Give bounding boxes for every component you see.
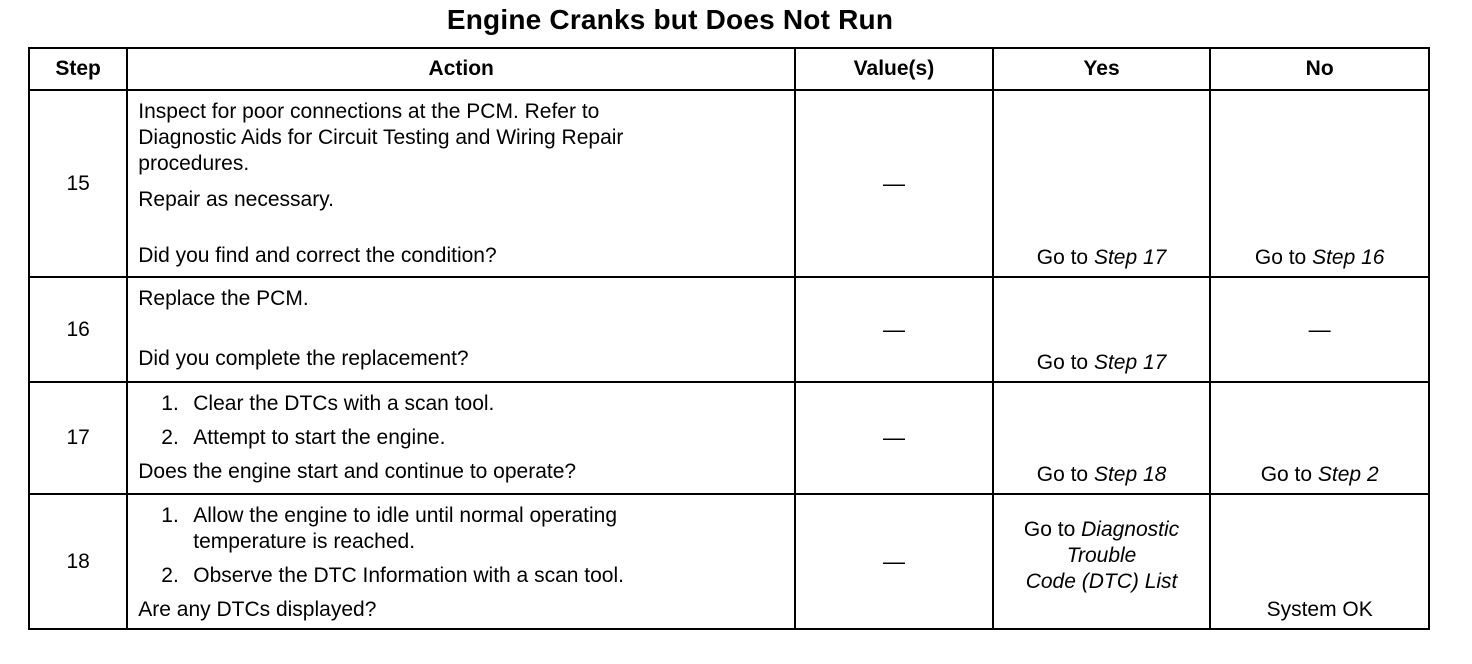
value-dash: — bbox=[882, 316, 905, 342]
table-row bbox=[29, 277, 1429, 382]
list-item bbox=[138, 563, 784, 589]
list-item bbox=[138, 503, 784, 555]
step-number: 18 bbox=[29, 494, 127, 629]
action-text: Replace the PCM. bbox=[138, 287, 309, 310]
list-item bbox=[138, 425, 784, 451]
yes-goto bbox=[1037, 351, 1167, 374]
table-row bbox=[29, 494, 1429, 629]
step-reference: Step 17 bbox=[1093, 246, 1167, 269]
value-dash: — bbox=[882, 170, 905, 196]
action-text: Inspect for poor connections at the PCM. Refer to bbox=[138, 100, 600, 123]
no-result: System OK bbox=[1266, 598, 1373, 621]
no-cell bbox=[1210, 277, 1429, 382]
no-goto bbox=[1261, 463, 1379, 486]
step-reference: Step 2 bbox=[1317, 463, 1379, 486]
yes-goto bbox=[1037, 463, 1167, 486]
goto-prefix: Go to bbox=[1254, 246, 1313, 269]
action-text: Repair as necessary. bbox=[138, 188, 334, 211]
yes-goto bbox=[994, 517, 1210, 595]
action-cell bbox=[127, 382, 795, 494]
step-reference: Trouble bbox=[1066, 544, 1137, 567]
no-cell bbox=[1210, 494, 1429, 629]
yes-goto bbox=[1037, 246, 1167, 269]
header-yes: Yes bbox=[993, 48, 1211, 90]
value-cell bbox=[795, 494, 993, 629]
value-cell bbox=[795, 382, 993, 494]
list-number: 2. bbox=[161, 426, 179, 449]
action-question: Did you find and correct the condition? bbox=[138, 244, 497, 267]
action-question: Are any DTCs displayed? bbox=[138, 598, 377, 621]
value-cell bbox=[795, 277, 993, 382]
step-number: 16 bbox=[29, 277, 127, 382]
no-cell bbox=[1210, 90, 1429, 277]
no-goto bbox=[1255, 246, 1385, 269]
action-question: Does the engine start and continue to operate? bbox=[138, 460, 577, 483]
action-cell bbox=[127, 277, 795, 382]
yes-cell bbox=[993, 494, 1211, 629]
diagnostic-table bbox=[28, 47, 1430, 630]
step-reference: Step 17 bbox=[1093, 351, 1167, 374]
step-number: 17 bbox=[29, 382, 127, 494]
goto-prefix: Go to bbox=[1023, 518, 1082, 541]
list-text: Allow the engine to idle until normal operating bbox=[193, 504, 618, 527]
step-reference: Code (DTC) List bbox=[1025, 570, 1178, 593]
value-dash: — bbox=[882, 548, 905, 574]
list-text: Observe the DTC Information with a scan tool. bbox=[193, 564, 624, 587]
table-row bbox=[29, 90, 1429, 277]
step-reference: Step 16 bbox=[1312, 246, 1385, 269]
no-cell bbox=[1210, 382, 1429, 494]
list-item bbox=[138, 391, 784, 417]
header-no: No bbox=[1210, 48, 1429, 90]
header-action: Action bbox=[127, 48, 795, 90]
yes-cell bbox=[993, 277, 1211, 382]
header-row bbox=[29, 48, 1429, 90]
value-cell bbox=[795, 90, 993, 277]
table-row bbox=[29, 382, 1429, 494]
header-step: Step bbox=[29, 48, 127, 90]
action-cell bbox=[127, 494, 795, 629]
list-number: 1. bbox=[161, 504, 179, 527]
list-text: temperature is reached. bbox=[193, 530, 416, 553]
yes-cell bbox=[993, 90, 1211, 277]
list-text: Attempt to start the engine. bbox=[193, 426, 446, 449]
page-title: Engine Cranks but Does Not Run bbox=[446, 4, 894, 35]
step-reference: Step 18 bbox=[1093, 463, 1167, 486]
goto-prefix: Go to bbox=[1036, 463, 1094, 486]
action-text: procedures. bbox=[138, 152, 250, 175]
value-dash: — bbox=[882, 425, 905, 450]
yes-cell bbox=[993, 382, 1211, 494]
list-number: 1. bbox=[161, 392, 179, 415]
step-reference: Diagnostic bbox=[1081, 518, 1180, 541]
action-text: Diagnostic Aids for Circuit Testing and Wiring Repair bbox=[138, 126, 624, 149]
list-number: 2. bbox=[161, 564, 179, 587]
header-values: Value(s) bbox=[795, 48, 993, 90]
step-number: 15 bbox=[29, 90, 127, 277]
goto-prefix: Go to bbox=[1260, 463, 1318, 486]
goto-prefix: Go to bbox=[1036, 246, 1094, 269]
no-dash: — bbox=[1308, 316, 1331, 342]
list-text: Clear the DTCs with a scan tool. bbox=[193, 392, 495, 415]
goto-prefix: Go to bbox=[1036, 351, 1094, 374]
action-cell bbox=[127, 90, 795, 277]
action-question: Did you complete the replacement? bbox=[138, 347, 469, 370]
